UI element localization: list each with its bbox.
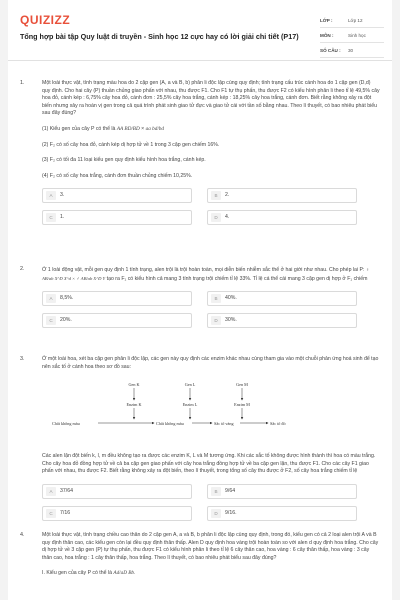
option-d[interactable] [207, 313, 357, 328]
enzyme-m-label: Enzim M [234, 402, 250, 408]
option-letter: A [46, 294, 56, 303]
option-c[interactable] [42, 506, 192, 521]
option-text: 4. [225, 214, 230, 221]
option-text: 9/64 [225, 487, 236, 494]
option-text: 2. [225, 192, 230, 199]
cross-formula: ♀ AB/ab X^D X^d × ♂ AB/ab X^D Y [42, 267, 370, 281]
statement-4: (4) F₂ có số cây hoa trắng, cánh đơn thuần chủng chiếm 10,25%. [42, 172, 193, 179]
info-row-count [320, 43, 384, 58]
option-letter: A [46, 191, 56, 200]
statement-2: (2) F₂ có số cây hoa đỏ, cánh kép dị hợp tử về 1 trong 3 cặp gen chiếm 16%. [42, 141, 220, 148]
pathway-svg [42, 379, 380, 445]
option-text: 7/16 [60, 509, 71, 516]
yellow-pigment: Sắc tố vàng [214, 421, 234, 427]
document-page [8, 0, 392, 600]
question-3 [20, 356, 380, 521]
info-row-class [320, 13, 384, 28]
option-c[interactable] [42, 313, 192, 328]
option-d[interactable] [207, 506, 357, 521]
enzyme-k-label: Enzim K [126, 402, 142, 408]
stem-text: Ở 1 loài động vật, mỗi gen quy định 1 tính trạng, alen trội là trội hoàn toàn, mọi diễn biến nhiễm sắc thể ở hai giới như nhau. Cho phép lai P: [42, 267, 366, 273]
question-stem: Một loài thực vật, tính trạng chiều cao thân do 2 cặp gen A, a và B, b phân li độc lập cùng quy định, trong đó, kiểu gen có cả 2 loại alen trội A và B quy định thân cao, các kiểu gen còn lại đều quy định thân thấp. Alen D quy định hoa vàng trội hoàn toàn so với alen d quy định hoa trắng. Cho cây dị hợp tử về 3 cặp gen (P) tự thụ phấn, thu được F1 có kiểu hình phân li theo tỉ lệ 6 cây thân cao, hoa vàng : 6 cây thân thấp, hoa vàng : 3 cây thân cao, hoa trắng : 1 cây thân thấp, hoa trắng. Theo lí thuyết, có bao nhiêu phát biểu sau đây đúng? [42, 532, 379, 561]
info-table [320, 13, 384, 58]
option-text: 30%. [225, 316, 237, 323]
option-c[interactable] [42, 210, 192, 225]
statement-text: (1) Kiểu gen của cây P có thể là [42, 125, 117, 132]
question-1 [20, 80, 380, 225]
option-b[interactable] [207, 291, 357, 306]
question-stem: Ở một loài hoa, xét ba cặp gen phân li độc lập, các gen này quy định các enzim khác nhau cùng tham gia vào một chuỗi phản ứng hoá sinh để tạo nên sắc tố ở cánh hoa theo sơ đồ sau: [42, 356, 379, 370]
option-text: 40%. [225, 294, 237, 301]
formula: Ad/aD Bb. [113, 570, 136, 577]
option-letter: B [211, 191, 221, 200]
question-4 [20, 532, 380, 586]
option-a[interactable] [42, 291, 192, 306]
gene-m-label: Gen M [236, 382, 248, 388]
gene-l-label: Gen L [184, 382, 196, 388]
gene-k-label: Gen K [128, 382, 140, 388]
option-b[interactable] [207, 484, 357, 499]
question-2 [20, 266, 380, 328]
question-body: Các alen lặn đột biến k, l, m đều không tạo ra được các enzim K, L và M tương ứng. Khi các sắc tố không được hình thành thì hoa có màu trắng. Cho cây hoa đỏ đồng hợp tử về cả ba cặp gen giao phấn với cây hoa trắng đồng hợp tử về ba cặp gen lặn, thu được F1. Cho các cây F1 giao phấn với nhau, thu được F2. Biết rằng không xảy ra đột biến, theo lí thuyết, trong tổng số cây thu được ở F2, số cây hoa trắng chiếm tỉ lệ [42, 453, 376, 475]
question-stem: Một loài thực vật, tính trạng màu hoa do 2 cặp gen (A, a và B, b) phân li độc lập cùng quy định; tính trạng cấu trúc cánh hoa do 1 cặp gen (D,d) quy định. Cho hai cây (P) thuần chủng giao phấn với nhau, thu được F1. Cho F1 tự thụ phấn, thu được F2 có kiểu hình phân li theo tỉ lệ 49,5% cây hoa đỏ, cánh kép : 6,75% cây hoa đỏ, cánh đơn : 25,5% cây hoa trắng, cánh kép : 18,25% cây hoa trắng, cánh đơn. Biết rằng không xảy ra đột biến nhưng xảy ra hoán vị gen trong cả quá trình phát sinh giao tử đực và giao tử cái với tần số bằng nhau. Theo lí thuyết, có bao nhiêu phát biểu sau đây đúng? [42, 80, 380, 117]
substrate-2: Chất không màu [156, 421, 184, 427]
option-letter: D [211, 213, 221, 222]
statement-3: (3) F₂ có tối đa 11 loại kiểu gen quy định kiểu hình hoa trắng, cánh kép. [42, 157, 206, 164]
question-number: 1. [20, 80, 25, 86]
formula: AA BD/BD [116, 125, 140, 132]
info-key: SỐ CÂU : [320, 47, 341, 53]
info-key: MÔN : [320, 32, 334, 38]
option-text: 3. [60, 192, 65, 199]
question-stem [42, 266, 380, 283]
formula: aa bd/bd [145, 125, 164, 132]
option-b[interactable] [207, 188, 357, 203]
option-text: 1. [60, 214, 65, 221]
statement-1 [42, 126, 380, 134]
page-title: Tổng hợp bài tập Quy luật di truyền - Sinh học 12 cực hay có lời giải chi tiết (P17) [20, 32, 299, 41]
question-number: 4. [20, 532, 25, 538]
quizizz-logo: QUIZIZZ [20, 13, 71, 27]
substrate-1: Chất không màu [52, 421, 80, 427]
option-text: 9/16. [225, 509, 237, 516]
option-text: 20%. [60, 316, 72, 323]
answer-options [42, 484, 380, 521]
info-key: LỚP : [320, 17, 333, 23]
cross-sign: × [141, 125, 145, 132]
option-letter: C [46, 509, 56, 518]
option-letter: B [211, 487, 221, 496]
option-letter: B [211, 294, 221, 303]
question-number: 2. [20, 266, 25, 272]
pathway-diagram [42, 379, 380, 447]
info-value: 30 [348, 47, 354, 53]
option-letter: D [211, 509, 221, 518]
info-row-subject [320, 28, 384, 43]
option-a[interactable] [42, 188, 192, 203]
stem-text: tạo ra F₁ có kiểu hình cả mang 3 tính trạng trội chiếm tỉ lệ 33%. Tỉ lệ cá thể cái mang 3 cặp gen dị hợp ở F₁ chiếm [105, 275, 368, 282]
info-value: Lớp 12 [348, 17, 363, 23]
answer-options [42, 188, 380, 225]
option-text: 8,5%. [60, 294, 74, 301]
header-divider [8, 60, 392, 61]
option-d[interactable] [207, 210, 357, 225]
info-value: Sinh học [348, 32, 366, 38]
option-a[interactable] [42, 484, 192, 499]
question-number: 3. [20, 356, 25, 362]
option-letter: D [211, 316, 221, 325]
answer-options [42, 291, 380, 328]
option-letter: A [46, 487, 56, 496]
option-text: 37/64 [60, 487, 73, 494]
option-letter: C [46, 213, 56, 222]
option-letter: C [46, 316, 56, 325]
statement-1 [42, 570, 380, 578]
enzyme-l-label: Enzim L [182, 402, 198, 408]
statement-text: I. Kiểu gen của cây P có thể là [42, 570, 114, 577]
red-pigment: Sắc tố đỏ [270, 421, 286, 427]
